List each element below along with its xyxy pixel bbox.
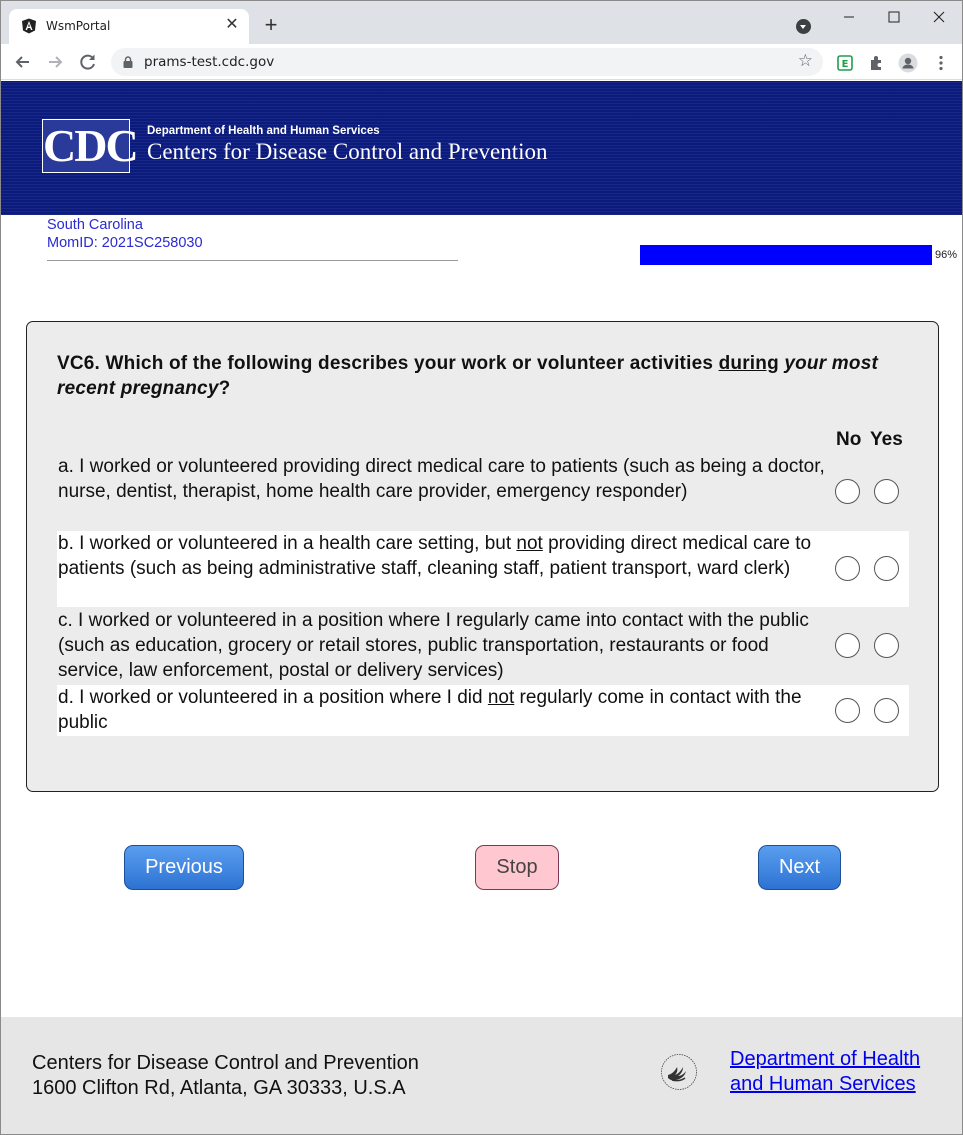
close-window-icon[interactable]: [929, 7, 949, 27]
question-item-a: [57, 454, 909, 530]
footer-address-block: [32, 1051, 419, 1101]
back-icon[interactable]: [12, 51, 34, 73]
browser-menu-icon[interactable]: [931, 53, 951, 73]
item-label-part: providing direct medical care to patients (such as being administrative staff, cleaning staff, patient transport, ward clerk): [58, 533, 812, 579]
item-label: a. I worked or volunteered providing direct medical care to patients (such as being a doctor, nurse, dentist, therapist, home health care provider, emergency responder): [58, 456, 825, 502]
radio-b-no[interactable]: [835, 556, 860, 581]
question-emphasis-italic: your most recent pregnancy: [57, 353, 879, 399]
reload-icon[interactable]: [77, 51, 99, 73]
radio-a-no[interactable]: [835, 479, 860, 504]
angular-icon: [21, 18, 37, 34]
radio-a-yes[interactable]: [874, 479, 899, 504]
page-footer: [1, 1017, 962, 1134]
progress-label: 96%: [935, 249, 958, 261]
next-button[interactable]: Next: [758, 845, 841, 890]
new-tab-icon[interactable]: +: [264, 12, 278, 37]
column-header-yes: Yes: [870, 429, 903, 450]
hhs-eagle-seal-icon: [660, 1053, 698, 1091]
tab-title: WsmPortal: [46, 19, 111, 33]
item-label-emphasis: not: [487, 687, 515, 708]
mom-id: MomID: 2021SC258030: [47, 235, 203, 251]
radio-c-no[interactable]: [835, 633, 860, 658]
column-header-no: No: [836, 429, 862, 450]
extensions-puzzle-icon[interactable]: [867, 53, 887, 73]
item-label: c. I worked or volunteered in a position where I regularly came into contact with the public (such as education, grocery or retail stores, public transportation, restaurants or food service, law enforcement, postal or delivery services): [58, 610, 809, 681]
agency-name: Centers for Disease Control and Prevention: [147, 139, 548, 164]
footer-org: Centers for Disease Control and Prevention: [32, 1052, 419, 1074]
divider: [47, 260, 458, 261]
question-panel: [26, 321, 939, 792]
question-item-d: [57, 685, 909, 736]
browser-tab-bar: [1, 1, 962, 44]
item-label-emphasis: not: [516, 533, 543, 554]
previous-button[interactable]: Previous: [124, 845, 244, 890]
browser-toolbar: [1, 44, 962, 80]
question-emphasis-underline: during: [718, 353, 779, 374]
item-label-part: regularly come in contact with the public: [58, 687, 802, 733]
question-end: ?: [218, 378, 231, 399]
item-label-part: d. I worked or volunteered in a position where I did: [58, 687, 488, 708]
radio-c-yes[interactable]: [874, 633, 899, 658]
cdc-banner: [1, 81, 962, 215]
stop-button[interactable]: Stop: [475, 845, 559, 890]
svg-text:E: E: [841, 59, 849, 70]
department-name: Department of Health and Human Services: [147, 125, 380, 137]
hhs-link-line2[interactable]: and Human Services: [730, 1073, 916, 1095]
question-item-b: [57, 531, 909, 607]
question-item-c: [57, 608, 909, 684]
state-name: South Carolina: [47, 217, 143, 233]
participant-info: [47, 216, 203, 252]
browser-tab[interactable]: [9, 9, 249, 44]
address-bar[interactable]: [111, 48, 823, 76]
maximize-icon[interactable]: [884, 7, 904, 27]
progress-bar: [640, 245, 932, 265]
radio-d-yes[interactable]: [874, 698, 899, 723]
radio-b-yes[interactable]: [874, 556, 899, 581]
hhs-link[interactable]: [730, 1047, 920, 1097]
item-label-part: b. I worked or volunteered in a health care setting, but: [58, 533, 517, 554]
hhs-link-line1[interactable]: Department of Health: [730, 1048, 921, 1070]
question-stem: VC6. Which of the following describes your work or volunteer activities: [57, 353, 719, 374]
extension-green-icon[interactable]: [835, 53, 855, 73]
tab-search-icon[interactable]: [796, 19, 811, 34]
item-label: [58, 685, 828, 735]
profile-avatar-icon[interactable]: [898, 53, 918, 73]
lock-icon: [123, 56, 133, 68]
cdc-logo: CDC: [43, 120, 137, 171]
footer-address: 1600 Clifton Rd, Atlanta, GA 30333, U.S.A: [32, 1077, 406, 1099]
forward-icon[interactable]: [44, 51, 66, 73]
close-tab-icon[interactable]: ✕: [225, 16, 239, 33]
minimize-icon[interactable]: [839, 7, 859, 27]
radio-d-no[interactable]: [835, 698, 860, 723]
bookmark-star-icon[interactable]: ☆: [797, 51, 813, 70]
question-text: [57, 351, 917, 401]
url-text: prams-test.cdc.gov: [144, 54, 275, 70]
item-label: [58, 531, 828, 581]
